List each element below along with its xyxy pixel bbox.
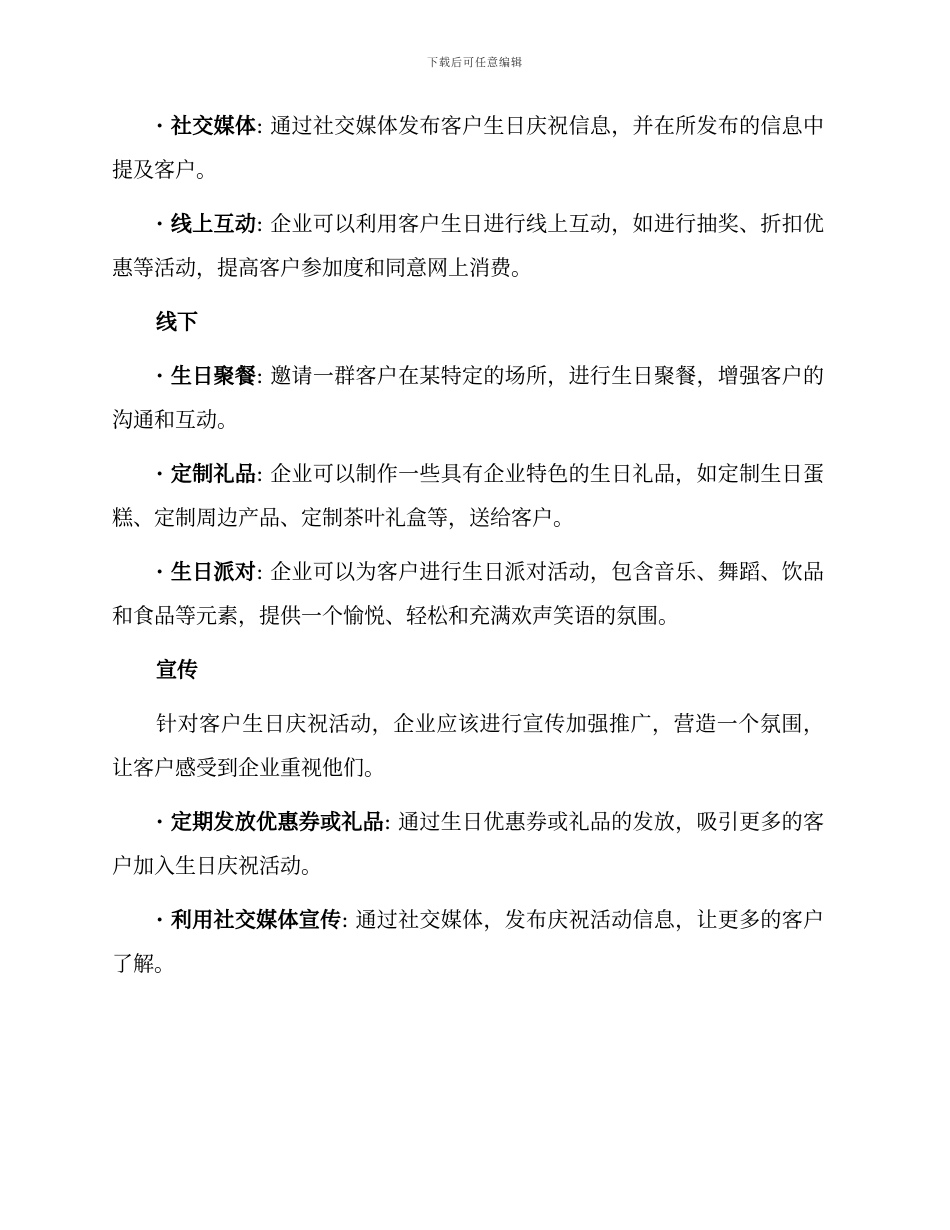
paragraph-promotion-intro: 针对客户生日庆祝活动，企业应该进行宣传加强推广，营造一个氛围，让客户感受到企业重视他们。	[112, 712, 824, 780]
bullet-term: · 利用社交媒体宣传	[156, 907, 342, 932]
bullet-text: 邀请一群客户在某特定的场所，进行生日聚餐，增强客户的沟通和互动。	[112, 364, 824, 432]
bullet-birthday-dinner	[112, 354, 824, 442]
section-heading-offline: 线下	[156, 309, 198, 334]
bullet-social-media	[112, 104, 824, 192]
section-heading-promotion: 宣传	[156, 657, 198, 682]
bullet-term: · 定制礼品	[156, 461, 257, 486]
page-header: 下载后可任意编辑	[427, 56, 523, 69]
bullet-birthday-party	[112, 550, 824, 638]
bullet-coupons-gifts	[112, 800, 824, 888]
term-separator: :	[341, 908, 349, 932]
bullet-text: 企业可以为客户进行生日派对活动，包含音乐、舞蹈、饮品和食品等元素，提供一个愉悦、轻松和充满欢声笑语的氛围。	[112, 560, 824, 628]
document-body	[112, 104, 824, 996]
bullet-text: 通过社交媒体，发布庆祝活动信息，让更多的客户了解。	[112, 908, 825, 976]
bullet-term: · 生日聚餐	[156, 363, 257, 388]
bullet-text: 通过社交媒体发布客户生日庆祝信息，并在所发布的信息中提及客户。	[112, 114, 824, 182]
bullet-text: 通过生日优惠券或礼品的发放，吸引更多的客户加入生日庆祝活动。	[112, 810, 824, 878]
bullet-custom-gifts	[112, 452, 824, 540]
term-separator: :	[256, 462, 264, 486]
term-separator: :	[256, 560, 264, 584]
bullet-term: · 定期发放优惠券或礼品	[156, 809, 385, 834]
bullet-social-media-promotion	[112, 898, 824, 986]
bullet-term: · 社交媒体	[156, 113, 257, 138]
bullet-term: · 线上互动	[156, 211, 257, 236]
term-separator: :	[256, 114, 264, 138]
bullet-text: 企业可以利用客户生日进行线上互动，如进行抽奖、折扣优惠等活动，提高客户参加度和同意网上消费。	[112, 212, 824, 280]
term-separator: :	[256, 212, 264, 236]
bullet-term: · 生日派对	[156, 559, 257, 584]
bullet-online-interaction	[112, 202, 824, 290]
term-separator: :	[256, 364, 264, 388]
term-separator: :	[384, 810, 392, 834]
bullet-text: 企业可以制作一些具有企业特色的生日礼品，如定制生日蛋糕、定制周边产品、定制茶叶礼盒等，送给客户。	[112, 462, 824, 530]
